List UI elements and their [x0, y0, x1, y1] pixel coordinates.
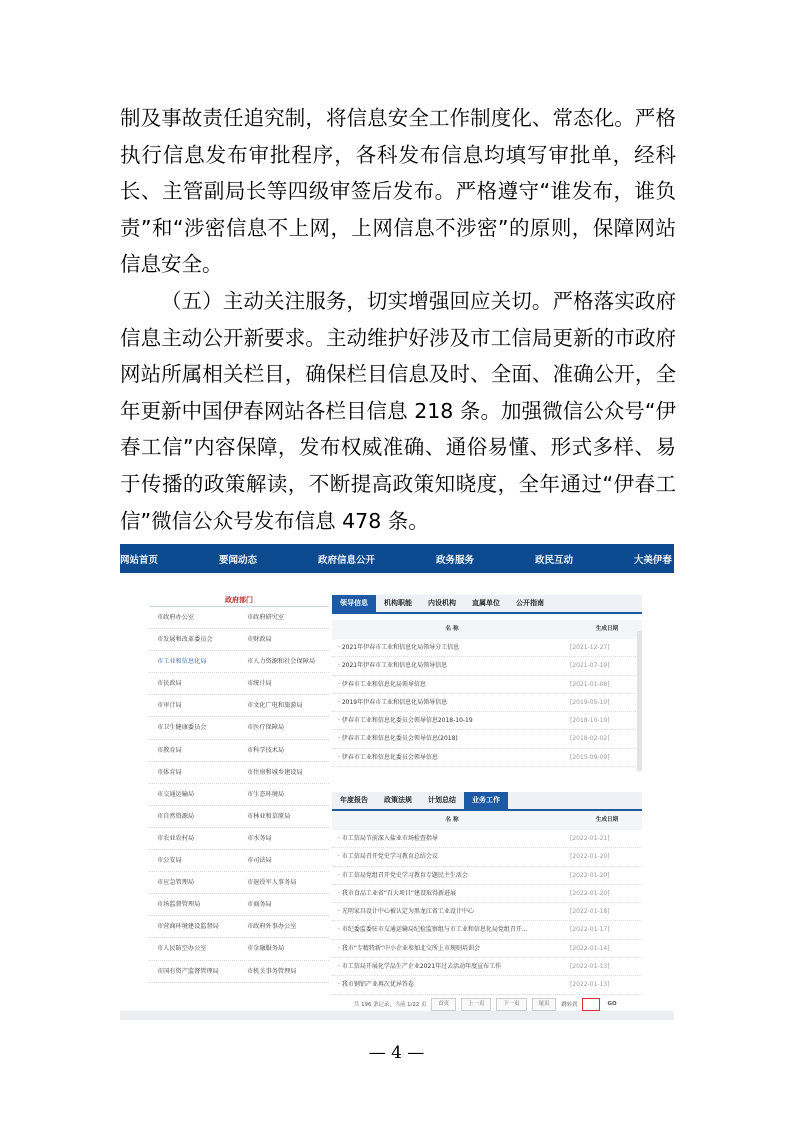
department-link[interactable]: 市公安局	[157, 857, 182, 865]
website-screenshot	[120, 544, 674, 1020]
department-link[interactable]: 市卫生健康委员会	[157, 724, 207, 732]
department-link[interactable]: 市营商环境建设监督局	[157, 923, 219, 931]
list-item[interactable]	[332, 712, 642, 730]
list-item[interactable]	[332, 676, 642, 694]
department-link[interactable]: 市自然资源局	[157, 812, 195, 820]
department-link[interactable]: 市政府研究室	[247, 614, 285, 621]
first-page-button[interactable]: 首页	[431, 998, 456, 1011]
item-date: [2022-01-20]	[570, 853, 610, 861]
item-date: [2018-02-02]	[570, 735, 610, 743]
tab-item[interactable]: 政策法规	[384, 796, 412, 804]
nav-interaction[interactable]: 政民互动	[534, 554, 573, 566]
nav-home[interactable]: 网站首页	[120, 554, 159, 566]
department-link[interactable]: 市人民防空办公室	[157, 945, 207, 953]
column-name: 名 称	[445, 626, 459, 632]
department-row	[149, 961, 329, 983]
department-link[interactable]: 市审计局	[157, 702, 182, 710]
tab-item[interactable]: 计划总结	[428, 796, 456, 804]
department-list-title: 政府部门	[149, 594, 329, 607]
go-button[interactable]: GO	[607, 1001, 617, 1008]
item-title-link[interactable]: · 我市食品工业省“百大项目”建设取得新进展	[338, 889, 457, 897]
department-link[interactable]: 市工业和信息化局	[157, 658, 207, 666]
item-date: [2021-12-27]	[570, 644, 610, 651]
column-name: 名 称	[445, 817, 459, 823]
department-row	[149, 938, 329, 960]
department-link[interactable]: 市机关事务管理局	[247, 967, 297, 975]
department-link[interactable]: 市水务局	[247, 834, 272, 842]
item-date: [2015-09-09]	[570, 753, 610, 761]
item-date: [2022-01-17]	[570, 926, 610, 934]
nav-info-public[interactable]: 政府信息公开	[317, 554, 375, 566]
item-title-link[interactable]: · 我市“专精特新”中小企业参加北交所上市规则培训会	[338, 944, 481, 952]
list-item[interactable]	[332, 976, 642, 994]
department-row	[149, 673, 329, 695]
leader-info-panel	[332, 595, 642, 767]
jump-to-label: 跳转到	[561, 1002, 578, 1009]
list-item[interactable]	[332, 749, 642, 767]
table-header	[332, 620, 642, 639]
list-item[interactable]	[332, 694, 642, 712]
pager-info: 共 196 条记录，当前 1/22 页	[354, 1002, 427, 1009]
department-row	[149, 828, 329, 850]
prev-page-button[interactable]: 上一页	[461, 998, 491, 1011]
item-title-link[interactable]: · 伊春市工业和信息化委员会领导信息	[338, 753, 438, 761]
department-link[interactable]: 市住房和城乡建设局	[247, 768, 303, 776]
tab-item[interactable]: 公开指南	[516, 599, 544, 607]
paragraph-1: 制及事故责任追究制，将信息安全工作制度化、常态化。严格执行信息发布审批程序，各科发布信息均填写审批单，经科长、主管副局长等四级审签后发布。严格遵守“谁发布，谁负责”和“涉密信息不上网，上网信息不涉密”的原则，保障网站信息安全。	[120, 106, 676, 277]
item-title-link[interactable]: · 市工信局开展化学品生产企业2021年过去活动年度宣布工作	[338, 963, 502, 971]
tab-item[interactable]: 机构职能	[384, 599, 412, 607]
body-text	[120, 100, 676, 539]
list-item[interactable]	[332, 639, 642, 657]
department-row	[149, 872, 329, 894]
nav-services[interactable]: 政务服务	[435, 554, 474, 566]
item-date: [2022-01-14]	[570, 944, 610, 952]
department-row	[149, 717, 329, 739]
business-work-panel	[332, 792, 642, 1012]
department-list	[149, 594, 329, 983]
item-title-link[interactable]: · 2019年伊春市工业和信息化局领导信息	[338, 698, 448, 706]
top-nav-bar	[120, 544, 674, 573]
tab-item[interactable]: 直属单位	[472, 599, 500, 607]
item-date: [2022-01-18]	[570, 908, 610, 916]
department-row	[149, 740, 329, 762]
item-date: [2022-01-13]	[570, 981, 610, 989]
list-item[interactable]	[332, 657, 642, 675]
department-row	[149, 607, 329, 629]
screenshot-footer-strip	[120, 1011, 674, 1020]
pagination	[332, 997, 642, 1012]
department-link[interactable]: 市科学技术局	[247, 746, 285, 754]
column-date: 生成日期	[595, 626, 619, 632]
item-title-link[interactable]: · 伊春市工业和信息化局领导信息	[338, 680, 426, 688]
tab-item[interactable]: 年度报告	[340, 796, 368, 804]
list-item[interactable]	[332, 885, 642, 903]
item-title-link[interactable]: · 市纪委监委驻市交通运输局纪检监察组与市工业和信息化局党组召开...	[338, 926, 528, 934]
department-link[interactable]: 市退役军人事务局	[247, 879, 297, 887]
tab-item[interactable]: 内设机构	[428, 599, 456, 607]
department-link[interactable]: 市场监督管理局	[157, 901, 201, 909]
item-title-link[interactable]: · 市工信局节前深入盐业市场检查指导	[338, 835, 438, 842]
list-item[interactable]	[332, 903, 642, 921]
next-page-button[interactable]: 下一页	[496, 998, 526, 1011]
last-page-button[interactable]: 尾页	[532, 998, 557, 1011]
nav-news[interactable]: 要闻动态	[218, 554, 257, 566]
item-title-link[interactable]: · 伊春市工业和信息化委员会领导信息(2018)	[338, 735, 458, 743]
scrollbar[interactable]	[637, 631, 642, 771]
department-row	[149, 651, 329, 673]
department-link[interactable]: 市教育局	[157, 746, 182, 754]
item-date: [2021-01-08]	[570, 680, 610, 688]
item-date: [2019-05-10]	[570, 698, 610, 706]
item-date: [2021-07-19]	[570, 662, 610, 670]
department-link[interactable]: 市交通运输局	[157, 790, 195, 798]
department-link[interactable]: 市国有资产监督管理局	[157, 967, 219, 975]
department-link[interactable]: 市政府外事办公室	[247, 923, 297, 931]
item-title-link[interactable]: · 2021年伊春市工业和信息化局领导分工信息	[338, 644, 460, 651]
list-item[interactable]	[332, 830, 642, 848]
department-row	[149, 806, 329, 828]
tab-item[interactable]: 业务工作	[464, 792, 508, 809]
item-title-link[interactable]: · 市工信局召开党史学习教育总结会议	[338, 853, 438, 861]
department-link[interactable]: 市财政局	[247, 636, 272, 644]
department-row	[149, 784, 329, 806]
item-title-link[interactable]: · 市工信局党组召开党史学习教育专题民主生活会	[338, 871, 468, 879]
department-link[interactable]: 市文化广电和旅游局	[247, 702, 303, 710]
department-row	[149, 695, 329, 717]
list-item[interactable]	[332, 921, 642, 939]
department-row	[149, 916, 329, 938]
department-link[interactable]: 市医疗保障局	[247, 724, 285, 732]
item-title-link[interactable]: · 我市钢铝产业再次优异答卷	[338, 981, 414, 989]
department-link[interactable]: 市商务局	[247, 901, 272, 909]
department-row	[149, 894, 329, 916]
department-link[interactable]: 市金融服务局	[247, 945, 285, 953]
department-link[interactable]: 市政府办公室	[157, 614, 195, 621]
list-item[interactable]	[332, 848, 642, 866]
item-date: [2022-01-20]	[570, 889, 610, 897]
department-link[interactable]: 市农业农村局	[157, 834, 195, 842]
item-date: [2022-01-20]	[570, 871, 610, 879]
page-number: — 4 —	[368, 1043, 425, 1063]
department-link[interactable]: 市体育局	[157, 768, 182, 776]
nav-yichun[interactable]: 大美伊春	[633, 554, 672, 566]
department-link[interactable]: 市司法局	[247, 857, 272, 865]
column-date: 生成日期	[595, 817, 619, 823]
department-row	[149, 850, 329, 872]
tab-item[interactable]: 领导信息	[332, 595, 376, 612]
list-item[interactable]	[332, 940, 642, 958]
paragraph-2: （五）主动关注服务，切实增强回应关切。严格落实政府信息主动公开新要求。主动维护好涉及市工信局更新的市政府网站所属相关栏目，确保栏目信息及时、全面、准确公开，全年更新中国伊春网站各栏目信息 218 条。加强微信公众号“伊春工信”内容保障，发布权威准确、通俗易懂、形式多样、易于传播的政策解读，不断提高政策知晓度，全年通过“伊春工信”微信公众号发布信息 478 条。	[120, 288, 676, 533]
item-date: [2022-01-21]	[570, 835, 610, 842]
department-link[interactable]: 市人力资源和社会保障局	[247, 658, 316, 666]
department-row	[149, 629, 329, 651]
department-link[interactable]: 市发展和改革委员会	[157, 636, 213, 644]
table-header	[332, 811, 642, 830]
page-number-input[interactable]	[582, 998, 600, 1011]
item-title-link[interactable]: · 光明家具设计中心被认定为黑龙江省工业设计中心	[338, 908, 474, 916]
department-link[interactable]: 市统计局	[247, 680, 272, 688]
list-item[interactable]	[332, 730, 642, 748]
department-link[interactable]: 市民政局	[157, 680, 182, 688]
department-link[interactable]: 市应急管理局	[157, 879, 195, 887]
department-row	[149, 762, 329, 784]
item-date: [2018-10-19]	[570, 717, 610, 725]
list-item[interactable]	[332, 958, 642, 976]
item-title-link[interactable]: · 2021年伊春市工业和信息化局领导信息	[338, 662, 448, 670]
item-date: [2022-01-13]	[570, 963, 610, 971]
department-link[interactable]: 市林业和草原局	[247, 812, 291, 820]
list-item[interactable]	[332, 867, 642, 885]
department-link[interactable]: 市生态环境局	[247, 790, 285, 798]
item-title-link[interactable]: · 伊春市工业和信息化委员会领导信息2018-10-19	[338, 717, 473, 725]
